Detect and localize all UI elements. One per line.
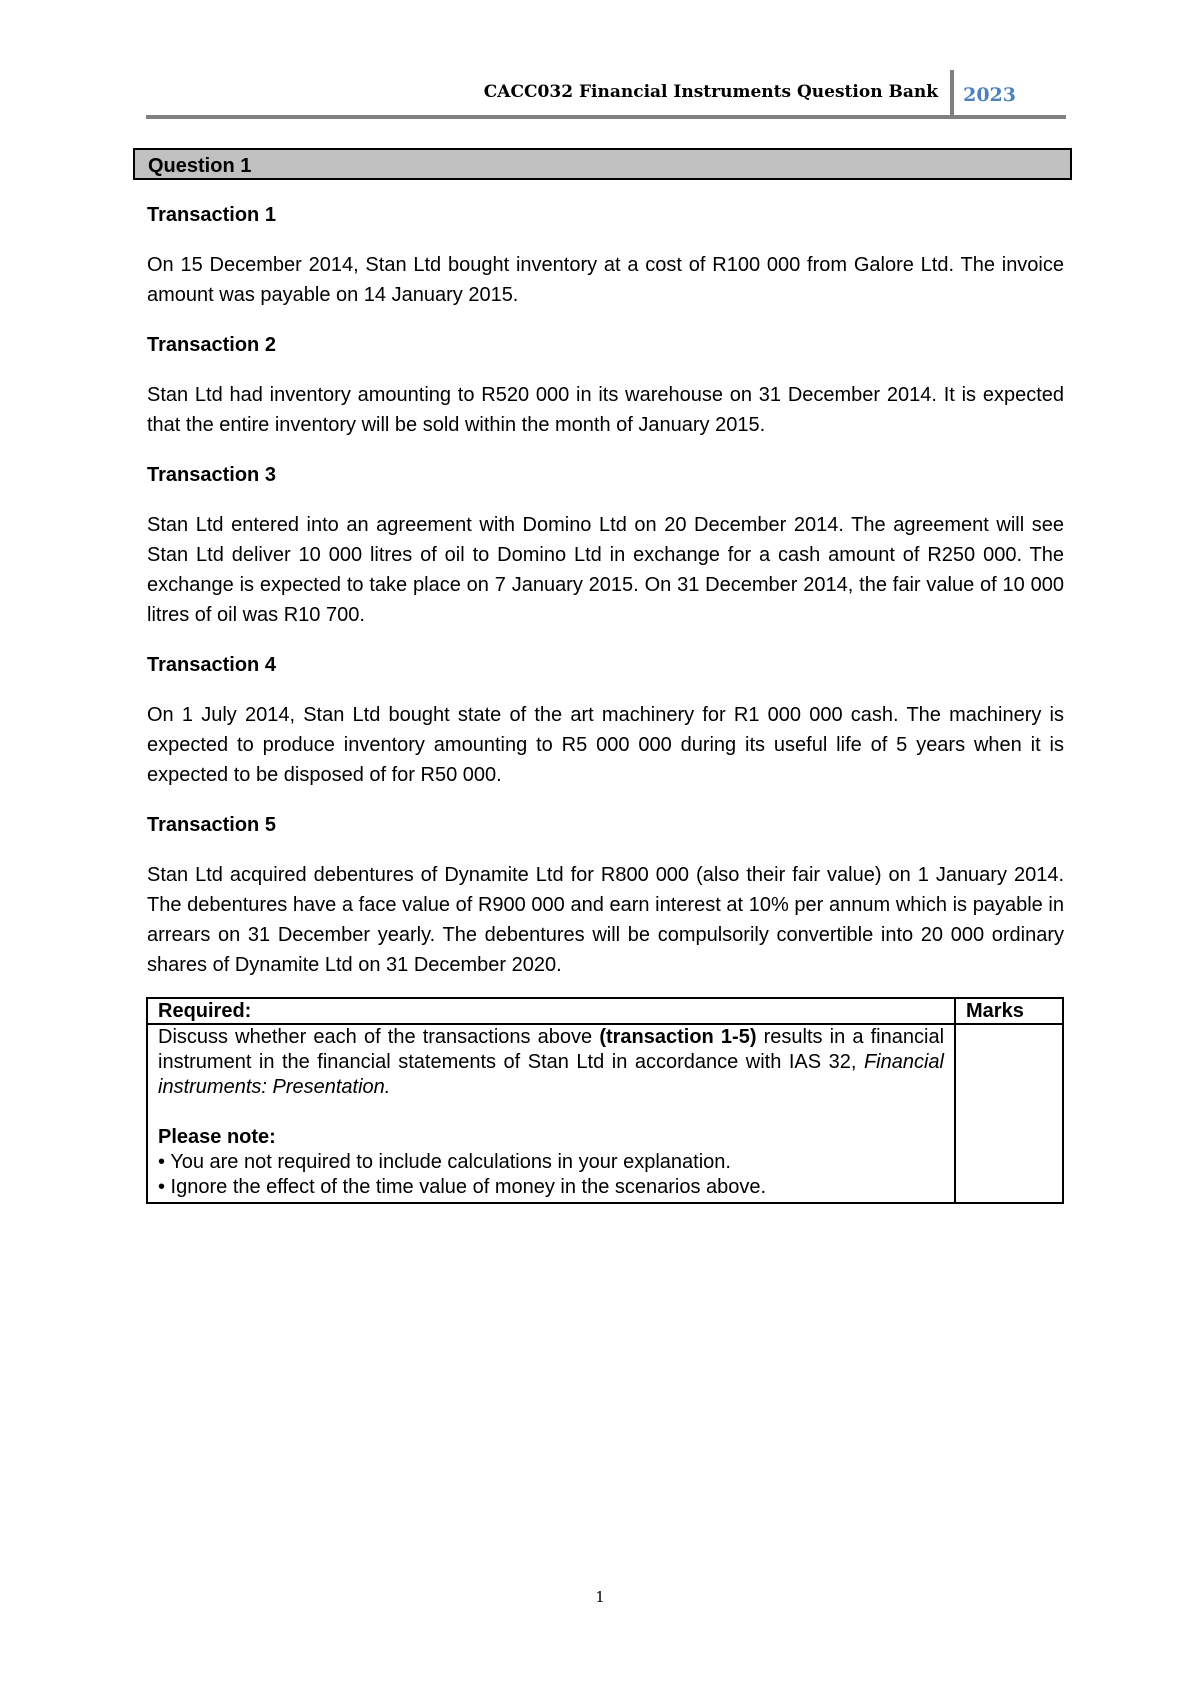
page-header bbox=[146, 70, 1066, 120]
page-number: 1 bbox=[595, 1588, 605, 1606]
required-header: Required: bbox=[147, 998, 955, 1024]
required-table-body-row bbox=[147, 1024, 1063, 1203]
transactions-section bbox=[147, 200, 1064, 1000]
required-table bbox=[146, 997, 1064, 1204]
header-year: 2023 bbox=[963, 84, 1016, 106]
note-item-1: • You are not required to include calculations in your explanation. bbox=[158, 1151, 731, 1173]
instruction-text-2: results in a financial instrument in the financial statements of Stan Ltd in accordance with IAS 32, bbox=[158, 1026, 945, 1073]
note-heading: Please note: bbox=[158, 1126, 276, 1148]
instruction-italic: Financial instruments: Presentation. bbox=[158, 1051, 944, 1098]
question-title: Question 1 bbox=[148, 155, 252, 177]
transaction-3-text: Stan Ltd entered into an agreement with Domino Ltd on 20 December 2014. The agreement will see Stan Ltd deliver 10 000 litres of oil to Domino Ltd in exchange for a cash amount of R250 000. The exchange is expected to take place on 7 January 2015. On 31 December 2014, the fair value of 10 000 litres of oil was R10 700. bbox=[147, 514, 1064, 626]
transaction-5-heading: Transaction 5 bbox=[147, 814, 276, 836]
header-divider bbox=[950, 70, 954, 116]
transaction-3-heading: Transaction 3 bbox=[147, 464, 276, 486]
transaction-1-heading: Transaction 1 bbox=[147, 204, 276, 226]
transaction-1-text: On 15 December 2014, Stan Ltd bought inventory at a cost of R100 000 from Galore Ltd. The invoice amount was payable on 14 January 2015. bbox=[147, 254, 1064, 306]
marks-cell bbox=[955, 1024, 1063, 1203]
question-title-box bbox=[133, 148, 1072, 180]
note-item-2: • Ignore the effect of the time value of money in the scenarios above. bbox=[158, 1176, 767, 1198]
marks-header: Marks bbox=[955, 998, 1063, 1024]
transaction-2-heading: Transaction 2 bbox=[147, 334, 276, 356]
transaction-4-heading: Transaction 4 bbox=[147, 654, 276, 676]
instruction-bold: (transaction 1-5) bbox=[599, 1026, 757, 1048]
required-instructions bbox=[147, 1024, 955, 1203]
transaction-5-text: Stan Ltd acquired debentures of Dynamite Ltd for R800 000 (also their fair value) on 1 January 2014. The debentures have a face value of R900 000 and earn interest at 10% per annum which is payable in arrears on 31 December yearly. The debentures will be compulsorily convertible into 20 000 ordinary shares of Dynamite Ltd on 31 December 2020. bbox=[147, 864, 1064, 976]
header-rule bbox=[146, 115, 1066, 119]
header-title: CACC032 Financial Instruments Question Bank bbox=[483, 82, 938, 102]
instruction-text-1: Discuss whether each of the transactions above bbox=[158, 1026, 600, 1048]
transaction-4-text: On 1 July 2014, Stan Ltd bought state of the art machinery for R1 000 000 cash. The machinery is expected to produce inventory amounting to R5 000 000 during its useful life of 5 years when it is expected to be disposed of for R50 000. bbox=[147, 704, 1064, 786]
required-table-header-row bbox=[147, 998, 1063, 1024]
transaction-2-text: Stan Ltd had inventory amounting to R520 000 in its warehouse on 31 December 2014. It is expected that the entire inventory will be sold within the month of January 2015. bbox=[147, 384, 1064, 436]
